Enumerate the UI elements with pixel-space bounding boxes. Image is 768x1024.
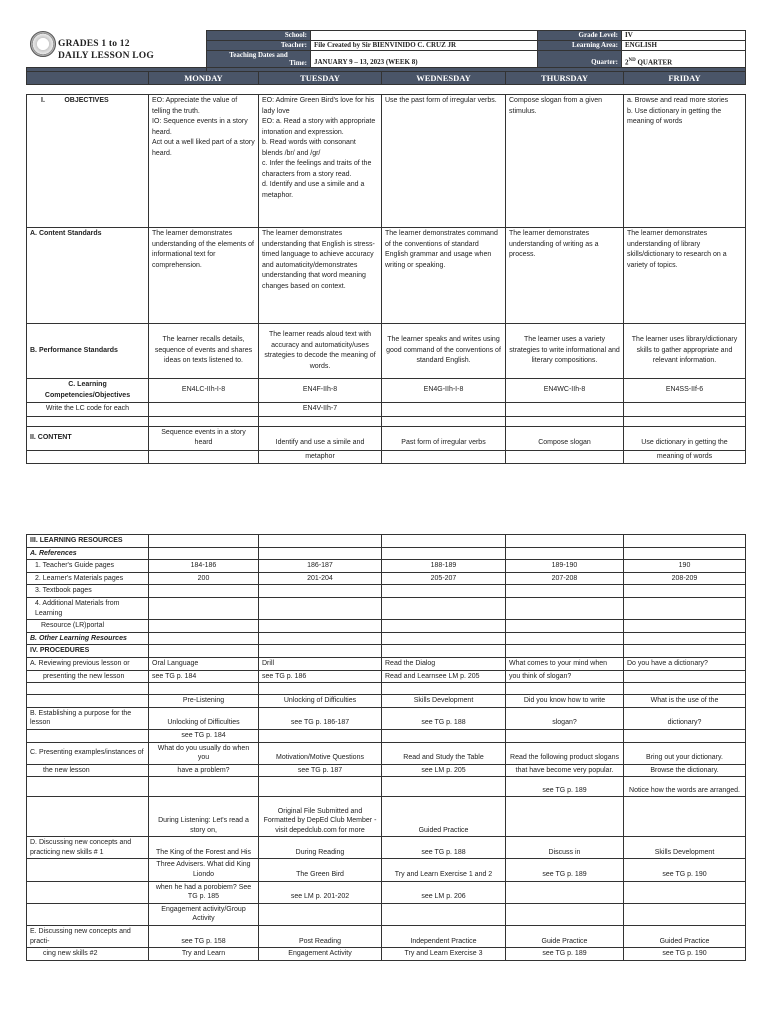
content-cont-friday: meaning of words	[624, 450, 746, 464]
grade-level-label: Grade Level:	[538, 31, 622, 41]
procedure-cell-friday	[624, 683, 746, 695]
procedure-cell-thursday	[506, 683, 624, 695]
procedure-cell-wednesday	[382, 547, 506, 560]
procedure-cell-friday: Notice how the words are arranged.	[624, 777, 746, 797]
procedure-cell-thursday: Read the following product slogans	[506, 742, 624, 764]
procedure-row-label	[27, 683, 149, 695]
content-standards-wednesday: The learner demonstrates command of the conventions of standard English grammar and usage when writing or speaking.	[382, 228, 506, 324]
procedure-row-label	[27, 777, 149, 797]
content-cont-wednesday	[382, 450, 506, 464]
lc-code-wednesday	[382, 403, 506, 417]
procedure-row	[27, 670, 746, 683]
content-label: II. CONTENT	[27, 426, 149, 450]
procedure-cell-tuesday: Original File Submitted and Formatted by DepEd Club Member - visit depedclub.com for more	[259, 797, 382, 837]
procedure-row	[27, 560, 746, 573]
teacher-value: File Created by Sir BIENVINIDO C. CRUZ JR	[311, 41, 538, 51]
procedure-cell-tuesday: The Green Bird	[259, 859, 382, 881]
procedure-cell-monday	[149, 535, 259, 548]
competency-friday: EN4SS-IIf-6	[624, 379, 746, 403]
procedure-row	[27, 535, 746, 548]
procedure-row	[27, 837, 746, 859]
procedure-cell-tuesday: Post Reading	[259, 926, 382, 948]
content-standards-label: A. Content Standards	[27, 228, 149, 324]
procedure-cell-thursday: see TG p. 189	[506, 948, 624, 961]
procedure-cell-thursday	[506, 632, 624, 645]
teacher-label: Teacher:	[207, 41, 311, 51]
procedure-cell-friday	[624, 535, 746, 548]
procedure-cell-monday: see TG p. 184	[149, 729, 259, 742]
procedure-row	[27, 632, 746, 645]
procedure-row	[27, 926, 746, 948]
procedure-row-label: 2. Learner's Materials pages	[27, 572, 149, 585]
procedure-cell-friday	[624, 547, 746, 560]
procedure-cell-friday: Browse the dictionary.	[624, 764, 746, 777]
day-monday: MONDAY	[149, 72, 259, 85]
procedure-cell-friday	[624, 632, 746, 645]
procedure-row	[27, 572, 746, 585]
procedure-cell-monday: Unlocking of Difficulties	[149, 707, 259, 729]
procedure-cell-friday: see TG p. 190	[624, 859, 746, 881]
procedure-row	[27, 585, 746, 598]
procedure-cell-friday: What is the use of the	[624, 695, 746, 708]
lc-code-thursday	[506, 403, 624, 417]
teaching-dates-value: JANUARY 9 – 13, 2023 (WEEK 8)	[311, 51, 538, 68]
procedure-cell-wednesday	[382, 535, 506, 548]
procedure-cell-wednesday: Guided Practice	[382, 797, 506, 837]
procedure-cell-friday	[624, 729, 746, 742]
content-monday: Sequence events in a story heard	[149, 426, 259, 450]
procedure-cell-tuesday: During Reading	[259, 837, 382, 859]
procedure-cell-friday	[624, 670, 746, 683]
content-standards-monday: The learner demonstrates understanding of the elements of informational text for comprehension.	[149, 228, 259, 324]
procedure-cell-monday: Pre-Listening	[149, 695, 259, 708]
blank-row-cell	[149, 416, 259, 426]
procedure-cell-tuesday	[259, 585, 382, 598]
procedure-cell-tuesday	[259, 597, 382, 619]
procedure-row	[27, 881, 746, 903]
teaching-dates-label	[207, 51, 311, 68]
competency-wednesday: EN4G-IIh-I-8	[382, 379, 506, 403]
procedure-cell-tuesday	[259, 632, 382, 645]
procedure-cell-wednesday: Try and Learn Exercise 1 and 2	[382, 859, 506, 881]
content-standards-friday: The learner demonstrates understanding of library skills/dictionary to research on a variety of topics.	[624, 228, 746, 324]
quarter-number: 2	[625, 58, 629, 66]
procedure-cell-thursday	[506, 597, 624, 619]
procedure-row-label	[27, 797, 149, 837]
content-standards-tuesday: The learner demonstrates understanding that English is stress-timed language to achieve accuracy and automaticity/demonstrates understanding that word meaning changes based on context.	[259, 228, 382, 324]
procedure-cell-friday: 190	[624, 560, 746, 573]
procedure-row	[27, 695, 746, 708]
objectives-thursday: Compose slogan from a given stimulus.	[506, 95, 624, 228]
procedure-row	[27, 742, 746, 764]
procedure-cell-tuesday	[259, 729, 382, 742]
title-line-2: DAILY LESSON LOG	[58, 51, 154, 61]
procedure-row	[27, 620, 746, 633]
procedure-cell-friday	[624, 597, 746, 619]
procedure-cell-monday: Try and Learn	[149, 948, 259, 961]
quarter-suffix: ND	[628, 57, 636, 63]
procedure-cell-monday	[149, 620, 259, 633]
procedure-cell-wednesday: Independent Practice	[382, 926, 506, 948]
day-tuesday: TUESDAY	[259, 72, 382, 85]
procedure-cell-thursday	[506, 797, 624, 837]
procedure-cell-wednesday: Skills Development	[382, 695, 506, 708]
performance-standards-monday: The learner recalls details, sequence of events and shares ideas on texts listened to.	[149, 324, 259, 379]
procedure-cell-wednesday: see TG p. 188	[382, 837, 506, 859]
procedure-cell-wednesday	[382, 903, 506, 925]
teaching-dates-label-line2: Time:	[289, 59, 307, 67]
procedure-cell-wednesday: see LM p. 205	[382, 764, 506, 777]
procedure-cell-friday: Do you have a dictionary?	[624, 657, 746, 670]
content-cont-label	[27, 450, 149, 464]
procedure-cell-wednesday: Try and Learn Exercise 3	[382, 948, 506, 961]
procedure-cell-wednesday: see TG p. 188	[382, 707, 506, 729]
procedure-cell-tuesday	[259, 535, 382, 548]
procedure-row	[27, 948, 746, 961]
objectives-table	[26, 94, 746, 464]
blank-row-cell	[382, 416, 506, 426]
procedure-cell-thursday	[506, 547, 624, 560]
content-friday: Use dictionary in getting the	[624, 426, 746, 450]
procedure-cell-monday: The King of the Forest and His	[149, 837, 259, 859]
procedure-cell-thursday: see TG p. 189	[506, 859, 624, 881]
teaching-dates-label-line1: Teaching Dates and	[229, 51, 288, 59]
procedure-row-label: the new lesson	[27, 764, 149, 777]
procedure-row-label: 4. Additional Materials from Learning	[27, 597, 149, 619]
content-cont-tuesday: metaphor	[259, 450, 382, 464]
procedure-cell-monday: see TG p. 158	[149, 926, 259, 948]
procedure-cell-wednesday	[382, 777, 506, 797]
procedure-cell-monday	[149, 777, 259, 797]
objectives-label: I. OBJECTIVES	[27, 95, 149, 228]
procedure-cell-tuesday	[259, 620, 382, 633]
procedure-cell-friday	[624, 797, 746, 837]
objectives-wednesday: Use the past form of irregular verbs.	[382, 95, 506, 228]
lc-code-friday	[624, 403, 746, 417]
procedure-cell-thursday	[506, 903, 624, 925]
procedure-row-label: presenting the new lesson	[27, 670, 149, 683]
procedure-cell-wednesday: Read and Study the Table	[382, 742, 506, 764]
procedure-cell-monday: when he had a porobiem? See TG p. 185	[149, 881, 259, 903]
performance-standards-thursday: The learner uses a variety strategies to write informational and literary compositions.	[506, 324, 624, 379]
procedure-row	[27, 657, 746, 670]
lc-code-monday	[149, 403, 259, 417]
content-cont-thursday	[506, 450, 624, 464]
procedure-row	[27, 729, 746, 742]
procedure-cell-monday: 184-186	[149, 560, 259, 573]
procedure-cell-tuesday: Drill	[259, 657, 382, 670]
procedure-row-label: III. LEARNING RESOURCES	[27, 535, 149, 548]
procedure-cell-wednesday: Read the Dialog	[382, 657, 506, 670]
blank-row-label	[27, 416, 149, 426]
procedure-cell-thursday	[506, 881, 624, 903]
performance-standards-label: B. Performance Standards	[27, 324, 149, 379]
performance-standards-friday: The learner uses library/dictionary skills to gather appropriate and relevant information.	[624, 324, 746, 379]
procedure-row-label: E. Discussing new concepts and practi-	[27, 926, 149, 948]
grade-level-value: IV	[622, 31, 746, 41]
content-cont-monday	[149, 450, 259, 464]
procedures-table	[26, 534, 746, 961]
procedure-row-label: B. Establishing a purpose for the lesson	[27, 707, 149, 729]
procedure-cell-tuesday: see TG p. 186	[259, 670, 382, 683]
day-thursday: THURSDAY	[506, 72, 624, 85]
procedure-row-label: A. Reviewing previous lesson or	[27, 657, 149, 670]
competency-monday: EN4LC-IIh-I-8	[149, 379, 259, 403]
procedure-cell-tuesday	[259, 547, 382, 560]
procedure-cell-tuesday: Motivation/Motive Questions	[259, 742, 382, 764]
procedure-cell-tuesday: see TG p. 187	[259, 764, 382, 777]
procedure-cell-friday: see TG p. 190	[624, 948, 746, 961]
procedure-row-label	[27, 729, 149, 742]
procedure-cell-friday	[624, 903, 746, 925]
procedure-cell-thursday: Did you know how to write	[506, 695, 624, 708]
procedure-row-label: Resource (LR)portal	[27, 620, 149, 633]
objectives-friday: a. Browse and read more stories b. Use dictionary in getting the meaning of words	[624, 95, 746, 228]
blank-row-cell	[506, 416, 624, 426]
procedure-cell-tuesday	[259, 903, 382, 925]
procedure-cell-thursday	[506, 535, 624, 548]
lc-code-label: Write the LC code for each	[27, 403, 149, 417]
procedure-cell-tuesday	[259, 645, 382, 658]
procedure-cell-friday	[624, 585, 746, 598]
procedure-row-label: cing new skills #2	[27, 948, 149, 961]
learning-area-label: Learning Area:	[538, 41, 622, 51]
procedure-cell-tuesday: Unlocking of Difficulties	[259, 695, 382, 708]
procedure-cell-wednesday: 188-189	[382, 560, 506, 573]
procedure-row-label: C. Presenting examples/instances of	[27, 742, 149, 764]
blank-row-cell	[259, 416, 382, 426]
procedure-cell-tuesday: 186-187	[259, 560, 382, 573]
procedure-cell-thursday: see TG p. 189	[506, 777, 624, 797]
blank-row-cell	[624, 416, 746, 426]
procedure-cell-monday	[149, 683, 259, 695]
procedure-cell-monday: Oral Language	[149, 657, 259, 670]
procedure-row-label: D. Discussing new concepts and practicing new skills # 1	[27, 837, 149, 859]
title-line-1: GRADES 1 to 12	[58, 39, 130, 49]
procedure-cell-thursday: Discuss in	[506, 837, 624, 859]
performance-standards-wednesday: The learner speaks and writes using good command of the conventions of standard English.	[382, 324, 506, 379]
procedure-row-label	[27, 903, 149, 925]
competency-tuesday: EN4F-IIh-8	[259, 379, 382, 403]
procedure-cell-monday	[149, 597, 259, 619]
content-wednesday: Past form of irregular verbs	[382, 426, 506, 450]
procedure-cell-tuesday: Engagement Activity	[259, 948, 382, 961]
procedure-cell-wednesday	[382, 620, 506, 633]
procedure-cell-friday: Skills Development	[624, 837, 746, 859]
procedure-cell-monday: What do you usually do when you	[149, 742, 259, 764]
quarter-label: Quarter:	[538, 51, 622, 68]
procedure-cell-wednesday: 205-207	[382, 572, 506, 585]
procedure-cell-monday: have a problem?	[149, 764, 259, 777]
lc-code-tuesday: EN4V-IIh-7	[259, 403, 382, 417]
procedure-cell-thursday: that have become very popular.	[506, 764, 624, 777]
quarter-word: QUARTER	[635, 58, 673, 66]
procedure-row	[27, 547, 746, 560]
procedure-cell-monday: Engagement activity/Group Activity	[149, 903, 259, 925]
procedure-row-label: 1. Teacher's Guide pages	[27, 560, 149, 573]
content-standards-thursday: The learner demonstrates understanding of writing as a process.	[506, 228, 624, 324]
procedure-cell-wednesday: Read and Learnsee LM p. 205	[382, 670, 506, 683]
competencies-label: C. Learning Competencies/Objectives	[27, 379, 149, 403]
procedure-cell-tuesday: see LM p. 201-202	[259, 881, 382, 903]
procedure-row-label: 3. Textbook pages	[27, 585, 149, 598]
procedure-row	[27, 859, 746, 881]
day-header-blank	[27, 72, 149, 85]
procedure-cell-monday: Three Advisers. What did King Liondo	[149, 859, 259, 881]
procedure-cell-friday: Bring out your dictionary.	[624, 742, 746, 764]
procedure-cell-thursday: 207-208	[506, 572, 624, 585]
procedure-row-label	[27, 695, 149, 708]
procedure-cell-monday	[149, 585, 259, 598]
procedure-cell-thursday: 189-190	[506, 560, 624, 573]
procedure-cell-tuesday: see TG p. 186-187	[259, 707, 382, 729]
procedure-cell-wednesday	[382, 597, 506, 619]
procedure-cell-friday: 208-209	[624, 572, 746, 585]
objectives-tuesday: EO: Admire Green Bird's love for his lady love EO: a. Read a story with appropriate intonation and expression. b. Read words with consonant blends /br/ and /gr/ c. Infer the feelings and traits of the characters from a story read. d. Identify and use a simile and a metaphor.	[259, 95, 382, 228]
procedure-cell-thursday	[506, 645, 624, 658]
procedure-cell-thursday: you think of slogan?	[506, 670, 624, 683]
procedure-row-label: A. References	[27, 547, 149, 560]
procedure-row	[27, 707, 746, 729]
procedure-row	[27, 597, 746, 619]
procedure-row	[27, 777, 746, 797]
school-value	[311, 31, 538, 41]
procedure-row-label: B. Other Learning Resources	[27, 632, 149, 645]
procedure-cell-thursday	[506, 585, 624, 598]
competency-thursday: EN4WC-IIh-8	[506, 379, 624, 403]
content-tuesday: Identify and use a simile and	[259, 426, 382, 450]
procedure-row	[27, 764, 746, 777]
procedure-cell-tuesday	[259, 683, 382, 695]
procedure-row-label	[27, 881, 149, 903]
days-header-table	[26, 71, 746, 85]
procedure-cell-thursday: What comes to your mind when	[506, 657, 624, 670]
objectives-monday: EO: Appreciate the value of telling the truth. IO: Sequence events in a story heard. Act out a well liked part of a story heard.	[149, 95, 259, 228]
procedure-row	[27, 903, 746, 925]
content-thursday: Compose slogan	[506, 426, 624, 450]
procedure-row	[27, 683, 746, 695]
procedure-cell-wednesday: see LM p. 206	[382, 881, 506, 903]
procedure-cell-friday: dictionary?	[624, 707, 746, 729]
procedure-cell-monday: see TG p. 184	[149, 670, 259, 683]
procedure-cell-wednesday	[382, 729, 506, 742]
procedure-cell-wednesday	[382, 645, 506, 658]
procedure-cell-thursday: slogan?	[506, 707, 624, 729]
procedure-cell-monday: 200	[149, 572, 259, 585]
procedure-cell-friday: Guided Practice	[624, 926, 746, 948]
day-friday: FRIDAY	[624, 72, 746, 85]
procedure-row-label: IV. PROCEDURES	[27, 645, 149, 658]
school-label: School:	[207, 31, 311, 41]
procedure-cell-wednesday	[382, 585, 506, 598]
procedure-row	[27, 645, 746, 658]
procedure-cell-tuesday: 201-204	[259, 572, 382, 585]
performance-standards-tuesday: The learner reads aloud text with accuracy and automaticity/uses strategies to decode the meaning of words.	[259, 324, 382, 379]
procedure-cell-thursday	[506, 729, 624, 742]
learning-area-value: ENGLISH	[622, 41, 746, 51]
procedure-cell-monday	[149, 632, 259, 645]
quarter-value	[622, 51, 746, 68]
procedure-row-label	[27, 859, 149, 881]
procedure-cell-tuesday	[259, 777, 382, 797]
procedure-cell-thursday	[506, 620, 624, 633]
procedure-cell-friday	[624, 881, 746, 903]
procedure-cell-monday: During Listening: Let's read a story on,	[149, 797, 259, 837]
procedure-cell-wednesday	[382, 632, 506, 645]
procedure-cell-wednesday	[382, 683, 506, 695]
procedure-cell-friday	[624, 645, 746, 658]
procedure-row	[27, 797, 746, 837]
procedure-cell-friday	[624, 620, 746, 633]
day-wednesday: WEDNESDAY	[382, 72, 506, 85]
procedure-cell-monday	[149, 547, 259, 560]
procedure-cell-monday	[149, 645, 259, 658]
procedure-cell-thursday: Guide Practice	[506, 926, 624, 948]
